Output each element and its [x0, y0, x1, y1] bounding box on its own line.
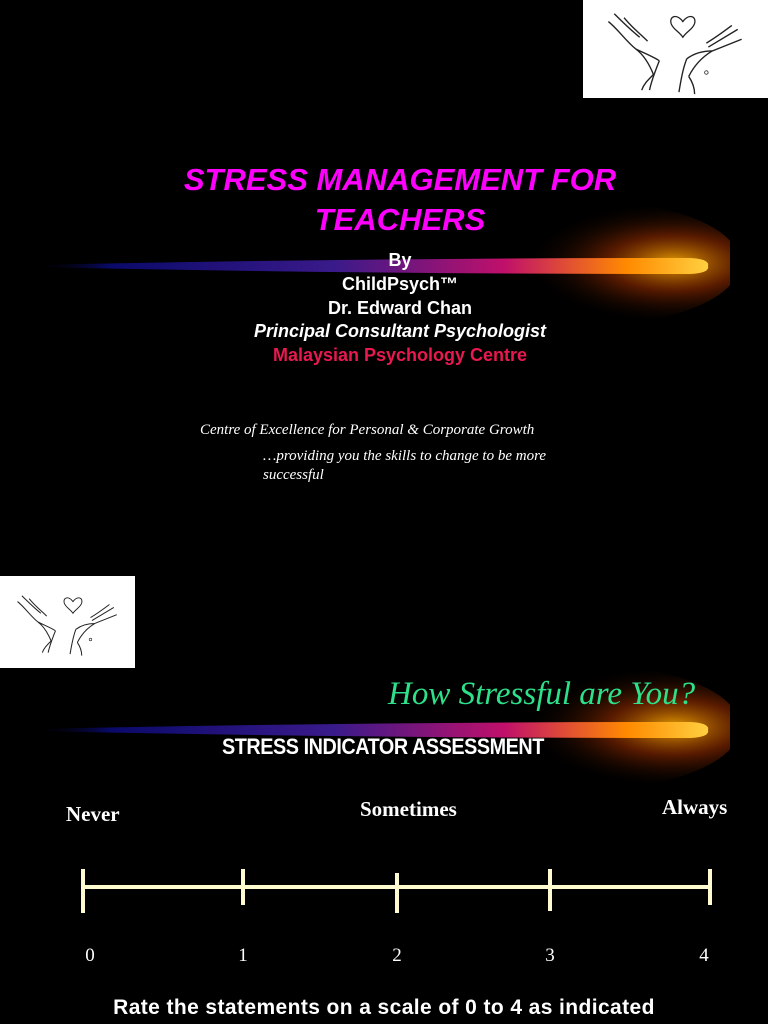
hands-heart-logo-icon	[583, 0, 768, 98]
author-role: Principal Consultant Psychologist	[253, 321, 547, 341]
decorative-streak	[30, 652, 730, 802]
scale-number-4: 4	[699, 945, 709, 966]
rating-scale-axis	[75, 867, 720, 917]
question-heading: How Stressful are You?	[388, 676, 696, 712]
scale-label-never: Never	[66, 802, 120, 826]
scale-label-always: Always	[662, 795, 728, 819]
brand-name: ChildPsych™	[341, 274, 459, 294]
tagline-sub: …providing you the skills to change to be more successful	[263, 448, 547, 483]
by-label: By	[388, 250, 412, 270]
scale-number-2: 2	[392, 945, 402, 966]
assessment-slide	[0, 512, 768, 1024]
scale-label-sometimes: Sometimes	[360, 797, 457, 821]
tagline-main: Centre of Excellence for Personal & Corporate Growth	[200, 422, 535, 438]
scale-number-1: 1	[238, 945, 248, 966]
assessment-title: STRESS INDICATOR ASSESSMENT	[222, 734, 544, 759]
author-name: Dr. Edward Chan	[327, 298, 473, 318]
organization-name: Malaysian Psychology Centre	[272, 345, 528, 365]
rating-instruction: Rate the statements on a scale of 0 to 4 as indicated	[113, 996, 655, 1019]
presentation-title: STRESS MANAGEMENT FOR TEACHERS	[183, 162, 617, 237]
scale-number-0: 0	[85, 945, 95, 966]
scale-number-3: 3	[545, 945, 555, 966]
